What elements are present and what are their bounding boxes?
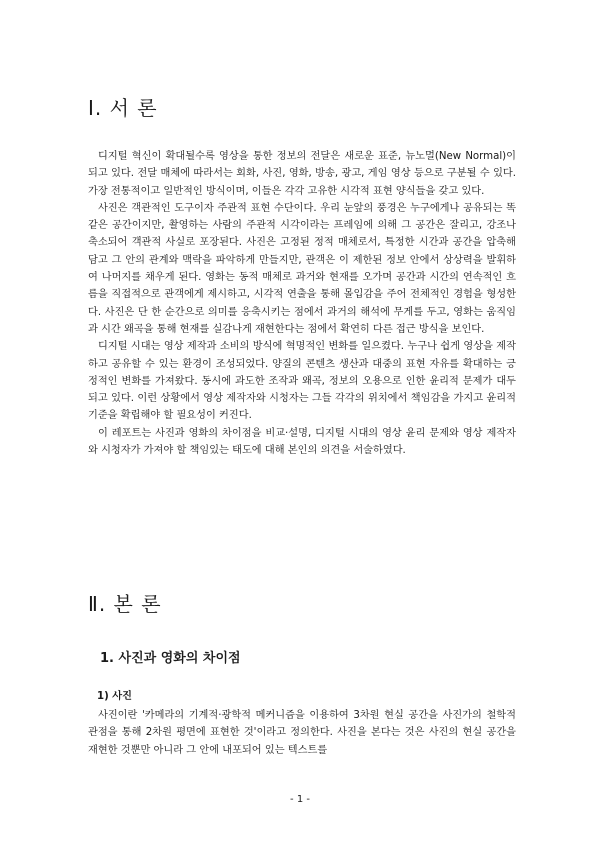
paragraph: 사진은 객관적인 도구이자 주관적 표현 수단이다. 우리 눈앞의 풍경은 누구에게나 공유되는 똑같은 공간이지만, 촬영하는 사람의 주관적 시각이라는 프레임에 의해 그 공간은 잘리고, 강조나 축소되어 객관적 사실로 포장된다. 사진은 고정된 정적 매체로서, 특정한 시간과 공간을 압축해 담고 그 안의 관계와 맥락을 파악하게 만들지만, 관객은 이 제한된 정보 안에서 상상력을 발휘하여 나머지를 채우게 된다. 영화는 동적 매체로 과거와 현재를 오가며 공간과 시간의 연속적인 흐름을 직접적으로 관객에게 제시하고, 시각적 연출을 통해 몰입감을 주어 전체적인 경험을 형성한다. 사진은 단 한 순간으로 의미를 응축시키는 점에서 과거의 해석에 무게를 두고, 영화는 움직임과 시간 왜곡을 통해 현재를 실감나게 재현한다는 점에서 확연히 다른 접근 방식을 보인다. [88, 202, 516, 335]
section-title-photo-vs-film: 1. 사진과 영화의 차이점 [100, 651, 241, 666]
chapter-title-introduction: Ⅰ. 서 론 [88, 96, 158, 120]
paragraph: 디지털 혁신이 확대될수록 영상을 통한 정보의 전달은 새로운 표준, 뉴노멀(New Normal)이 되고 있다. 전달 매체에 따라서는 회화, 사진, 영화, 방송, 광고, 게임 영상 등으로 구분될 수 있다. 가장 전통적이고 일반적인 방식이며, 이들은 각각 고유한 시각적 표현 양식들을 갖고 있다. [88, 151, 516, 197]
subsection-title-photo: 1) 사진 [97, 691, 132, 702]
chapter-title-main-body: Ⅱ. 본 론 [88, 592, 162, 616]
paragraph: 디지털 시대는 영상 제작과 소비의 방식에 혁명적인 변화를 일으켰다. 누구나 쉽게 영상을 제작하고 공유할 수 있는 환경이 조성되었다. 양질의 콘텐츠 생산과 대중의 표현 자유를 확대하는 긍정적인 변화를 가져왔다. 동시에 과도한 조작과 왜곡, 정보의 오용으로 인한 윤리적 문제가 대두되고 있다. 이런 상황에서 영상 제작자와 시청자는 그들 각각의 위치에서 책임감을 가지고 윤리적 기준을 확립해야 할 필요성이 커진다. [88, 341, 516, 422]
page-number: - 1 - [290, 794, 310, 805]
paragraph: 이 레포트는 사진과 영화의 차이점을 비교·설명, 디지털 시대의 영상 윤리 문제와 영상 제작자와 시청자가 가져야 할 책임있는 태도에 대해 본인의 의견을 서술하였다. [88, 427, 516, 457]
photo-section-body [88, 707, 516, 759]
introduction-body [88, 148, 516, 459]
paragraph: 사진이란 '카메라의 기계적·광학적 메커니즘을 이용하여 3차원 현실 공간을 사진가의 철학적 관점을 통해 2차원 평면에 표현한 것'이라고 정의한다. 사진을 본다는 것은 사진의 현실 공간을 재현한 것뿐만 아니라 그 안에 내포되어 있는 텍스트를 [88, 710, 516, 756]
